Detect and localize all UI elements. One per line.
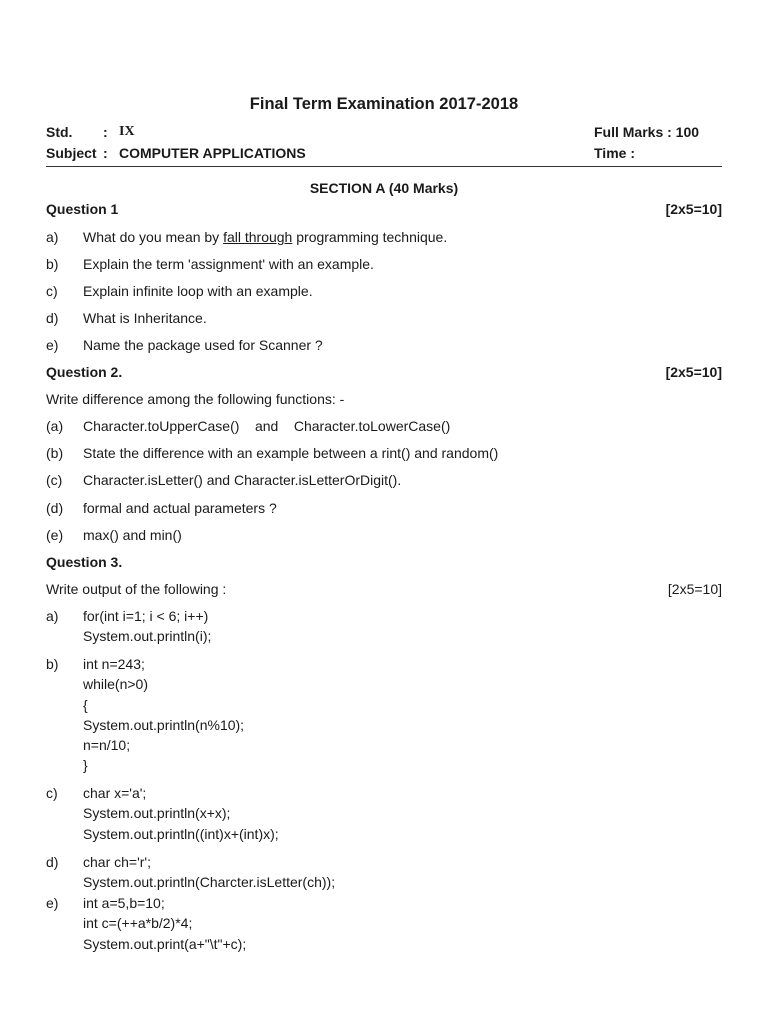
question-1-heading: Question 1	[46, 201, 119, 217]
q3-item-label: a)	[46, 608, 59, 624]
code-line: int c=(++a*b/2)*4;	[83, 915, 193, 932]
q1-item-text: What is Inheritance.	[83, 310, 207, 326]
subject-label: Subject	[46, 145, 97, 161]
code-line: System.out.println(i);	[83, 628, 212, 645]
q2-item-text: State the difference with an example between a rint() and random()	[83, 445, 499, 461]
question-3-marks: [2x5=10]	[667, 581, 722, 597]
code-line: System.out.print(a+"\t"+c);	[83, 935, 247, 952]
subject-value: COMPUTER APPLICATIONS	[119, 145, 306, 161]
std-value: IX	[119, 124, 135, 139]
q2-item-label: (d)	[46, 500, 64, 516]
q1-item-label: d)	[46, 310, 59, 326]
std-colon: :	[103, 124, 108, 140]
q2-item-label: (a)	[46, 418, 64, 434]
q2-item-text: formal and actual parameters ?	[83, 500, 277, 516]
std-label: Std.	[46, 124, 73, 140]
code-line: System.out.println(Charcter.isLetter(ch));	[83, 874, 336, 891]
q1-item-text: What do you mean by fall through programming technique.	[83, 229, 448, 245]
exam-title: Final Term Examination 2017-2018	[249, 95, 519, 113]
q1-item-label: a)	[46, 229, 59, 245]
question-2-marks: [2x5=10]	[665, 364, 722, 380]
q2-item-text: max() and min()	[83, 527, 182, 543]
code-line: char ch='r';	[83, 854, 151, 870]
code-line: int n=243;	[83, 656, 145, 672]
q1-item-text: Explain the term 'assignment' with an example.	[83, 256, 374, 272]
question-2-intro: Write difference among the following functions: -	[46, 391, 345, 407]
q1-item-label: e)	[46, 337, 59, 353]
q3-code-block	[83, 893, 246, 954]
q1-item-text: Name the package used for Scanner ?	[83, 337, 323, 353]
code-line: System.out.println(n%10);	[83, 716, 245, 733]
q3-code-block	[83, 654, 244, 776]
full-marks: Full Marks : 100	[594, 124, 700, 140]
q2-item-label: (c)	[46, 472, 63, 488]
code-line: int a=5,b=10;	[83, 895, 165, 911]
question-1-marks: [2x5=10]	[665, 201, 722, 217]
code-line: n=n/10;	[83, 737, 131, 754]
underlined-term: fall through	[223, 229, 293, 245]
q2-item-text: Character.toUpperCase() and Character.toLowerCase()	[83, 418, 451, 434]
code-line: System.out.println((int)x+(int)x);	[83, 825, 279, 842]
q3-item-label: e)	[46, 895, 59, 911]
time-label: Time :	[594, 145, 635, 161]
q3-item-label: c)	[46, 785, 58, 801]
code-line: while(n>0)	[83, 676, 148, 693]
q3-item-label: d)	[46, 854, 59, 870]
q1-item-label: b)	[46, 256, 59, 272]
q2-item-text: Character.isLetter() and Character.isLetterOrDigit().	[83, 472, 402, 488]
code-line: {	[83, 696, 88, 713]
code-line: for(int i=1; i < 6; i++)	[83, 608, 209, 624]
question-3-intro: Write output of the following :	[46, 581, 227, 597]
code-line: System.out.println(x+x);	[83, 805, 231, 822]
subject-colon: :	[103, 145, 108, 161]
code-line: char x='a';	[83, 785, 147, 801]
q1-item-text: Explain infinite loop with an example.	[83, 283, 313, 299]
header-divider	[46, 166, 722, 167]
section-a-heading: SECTION A (40 Marks)	[309, 180, 459, 196]
q2-item-label: (b)	[46, 445, 64, 461]
q3-item-label: b)	[46, 656, 59, 672]
q3-code-block	[83, 852, 335, 893]
question-3-heading: Question 3.	[46, 554, 123, 570]
q2-item-label: (e)	[46, 527, 64, 543]
code-line: }	[83, 757, 88, 774]
q1-item-label: c)	[46, 283, 58, 299]
q3-code-block	[83, 606, 211, 647]
q3-code-block	[83, 783, 279, 844]
question-2-heading: Question 2.	[46, 364, 123, 380]
